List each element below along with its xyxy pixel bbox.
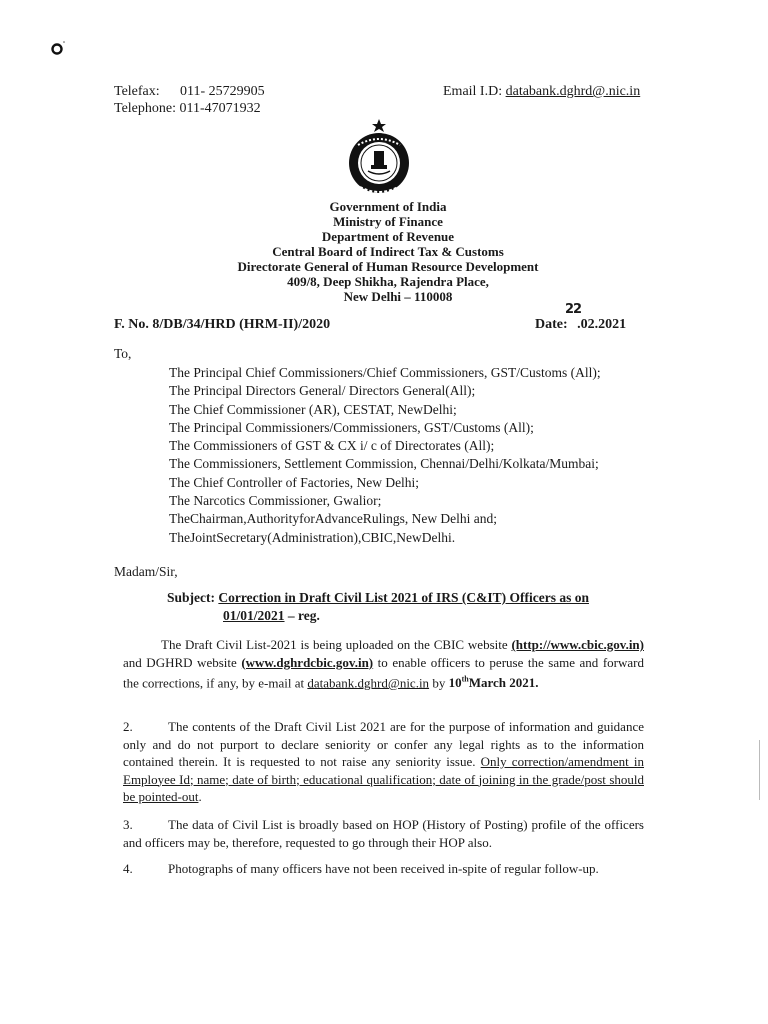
recipient-item: The Commissioners of GST & CX i/ c of Directorates (All); [169, 438, 495, 454]
telefax-label: Telefax: [114, 84, 160, 99]
contact-right [443, 83, 640, 100]
p2-text: The contents of the Draft Civil List 2021 are for the purpose of information and guidance only and do not purport to declare seniority or confer any legal rights as to the information contained therein. It is requested to not raise any seniority issue. [123, 719, 644, 769]
paragraph-1 [123, 636, 644, 692]
subject-suffix: – reg. [284, 608, 320, 623]
p1-text4: by [429, 675, 449, 691]
recipient-item: The Commissioners, Settlement Commission, Chennai/Delhi/Kolkata/Mumbai; [169, 456, 599, 472]
scan-edge-line [759, 740, 760, 800]
recipient-item: The Chief Commissioner (AR), CESTAT, NewDelhi; [169, 401, 457, 417]
header-line-5: Directorate General of Human Resource Development [237, 259, 539, 274]
subject-title-line2: 01/01/2021 [223, 608, 285, 623]
file-number: F. No. 8/DB/34/HRD (HRM-II)/2020 [114, 317, 331, 332]
p1-text3: to enable officers to peruse the same and forward the corrections, if any, by e-mail at [123, 654, 644, 691]
p2-end: . [198, 789, 202, 804]
subject-label: Subject: [167, 590, 215, 605]
letterhead [0, 199, 768, 304]
recipient-item: The Chief Controller of Factories, New Delhi; [169, 474, 420, 490]
recipient-item: TheChairman,AuthorityforAdvanceRulings, New Delhi and; [169, 511, 498, 527]
recipient-list [169, 364, 601, 547]
deadline-day: 10 [448, 675, 462, 691]
recipient-item: The Narcotics Commissioner, Gwalior; [169, 493, 382, 509]
handwritten-day: 22 [565, 302, 582, 317]
p4-number: 4. [123, 861, 133, 876]
email-label: Email I.D: [443, 84, 503, 99]
header-line-7: New Delhi – 110008 [343, 289, 453, 304]
date-label: Date: [535, 317, 568, 332]
deadline-sup: th [461, 675, 469, 684]
email-link[interactable]: databank.dghrd@.nic.in [505, 84, 641, 99]
deadline-rest: March 2021. [468, 675, 539, 691]
recipient-item: The Principal Directors General/ Directors General(All); [169, 383, 476, 399]
salutation: Madam/Sir, [114, 564, 178, 579]
recipient-item: The Principal Commissioners/Commissioners, GST/Customs (All); [169, 419, 534, 435]
to-label: To, [114, 346, 132, 361]
p4-text: Photographs of many officers have not been received in-spite of regular follow-up. [168, 861, 599, 876]
header-line-2: Ministry of Finance [333, 214, 443, 229]
header-line-3: Department of Revenue [321, 229, 455, 244]
header-line-1: Government of India [329, 199, 447, 214]
date-value: .02.2021 [577, 317, 627, 332]
header-line-4: Central Board of Indirect Tax & Customs [272, 244, 504, 259]
p2-underlined: Only correction/amendment in Employee Id; name; date of birth; educational qualification; date of joining in the grade/post should be pointed-out [123, 754, 645, 804]
subject [167, 589, 627, 625]
p3-text: The data of Civil List is broadly based on HOP (History of Posting) profile of the officers and officers may be, therefore, requested to go through their HOP also. [123, 817, 644, 850]
dghrd-website-link[interactable]: (www.dghrdcbic.gov.in) [241, 654, 374, 670]
contact-left [114, 83, 265, 117]
p2-number: 2. [123, 719, 133, 734]
recipient-item: TheJointSecretary(Administration),CBIC,NewDelhi. [169, 529, 456, 545]
databank-email-link[interactable]: databank.dghrd@nic.in [307, 675, 430, 691]
p3-number: 3. [123, 817, 133, 832]
paragraph-4 [123, 860, 644, 878]
date [535, 302, 627, 333]
subject-title-line1: Correction in Draft Civil List 2021 of IRS (C&IT) Officers as on [218, 590, 589, 605]
p1-text2: and DGHRD website [123, 654, 242, 670]
cbic-website-link[interactable]: (http://www.cbic.gov.in) [511, 637, 644, 652]
header-line-6: 409/8, Deep Shikha, Rajendra Place, [287, 274, 489, 289]
paragraph-3 [123, 816, 644, 851]
telephone: Telephone: 011-47071932 [114, 101, 261, 116]
recipient-item: The Principal Chief Commissioners/Chief Commissioners, GST/Customs (All); [169, 365, 601, 380]
telefax-value: 011- 25729905 [180, 84, 265, 99]
corner-mark-icon [50, 40, 66, 56]
p1-text1: The Draft Civil List-2021 is being uploaded on the CBIC website [161, 637, 508, 652]
paragraph-2 [123, 718, 644, 806]
cbic-emblem-icon [338, 117, 420, 199]
